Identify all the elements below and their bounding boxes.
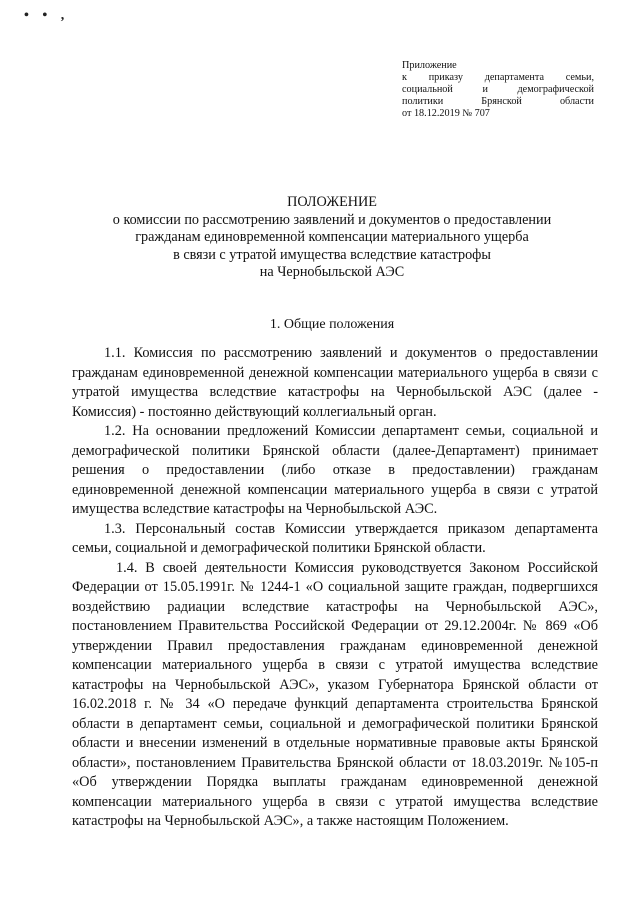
paragraph-1-1: 1.1. Комиссия по рассмотрению заявлений и документов о предоставлении гражданам единовременной денежной компенсации материального ущерба в связи с утратой имущества вследствие катастрофы на Чернобыльской АЭС (далее - Комиссия) - постоянно действующий коллегиальный орган. — [72, 345, 598, 420]
document-body — [72, 344, 598, 832]
document-title-line-2: гражданам единовременной компенсации материального ущерба — [135, 229, 529, 246]
document-title — [60, 194, 604, 282]
appendix-order-line: к приказу департамента семьи, — [402, 72, 594, 83]
scan-artifact-marks: • • , — [24, 8, 70, 23]
document-title-line-4: на Чернобыльской АЭС — [259, 264, 405, 281]
appendix-department-line: социальной и демографической — [402, 84, 594, 95]
appendix-title: Приложение — [402, 60, 457, 71]
appendix-region-line: политики Брянской области — [402, 96, 594, 107]
document-title-line-1: о комиссии по рассмотрению заявлений и документов о предоставлении — [112, 211, 552, 228]
document-title-line-3: в связи с утратой имущества вследствие катастрофы — [173, 246, 491, 263]
paragraph-1-3: 1.3. Персональный состав Комиссии утверждается приказом департамента семьи, социальной и демографической политики Брянской области. — [72, 520, 598, 556]
appendix-header — [402, 60, 594, 120]
section-heading: 1. Общие положения — [269, 317, 395, 332]
paragraph-1-4: 1.4. В своей деятельности Комиссия руководствуется Законом Российской Федерации от 15.05.1991г. № 1244-1 «О социальной защите граждан, подвергшихся воздействию радиации вследствие катастрофы на Чернобыльской АЭС», постановлением Правительства Российской Федерации от 29.12.2004г. № 869 «Об утверждении Правил предоставления гражданам единовременной денежной компенсации материального ущерба в связи с утратой имущества вследствие катастрофы на Чернобыльской АЭС», указом Губернатора Брянской области от 16.02.2018 г. № 34 «О передаче функций департамента строительства Брянской области в департамент семьи, социальной и демографической политики Брянской области и внесении изменений в отдельные нормативные правовые акты Брянской области», постановлением Правительства Брянской области от 18.03.2019г. №105-п «Об утверждении Порядка выплаты гражданам единовременной денежной компенсации материального ущерба в связи с утратой имущества вследствие катастрофы на Чернобыльской АЭС», а также настоящим Положением. — [72, 559, 598, 829]
paragraph-1-2: 1.2. На основании предложений Комиссии департамент семьи, социальной и демографической политики Брянской области (далее-Департамент) принимает решения о предоставлении (либо отказе в предоставлении) гражданам единовременной денежной компенсации материального ущерба в связи с утратой имущества вследствие катастрофы на Чернобыльской АЭС. — [72, 423, 598, 517]
document-title-main: ПОЛОЖЕНИЕ — [287, 194, 377, 210]
appendix-date-number: от 18.12.2019 № 707 — [402, 108, 490, 119]
